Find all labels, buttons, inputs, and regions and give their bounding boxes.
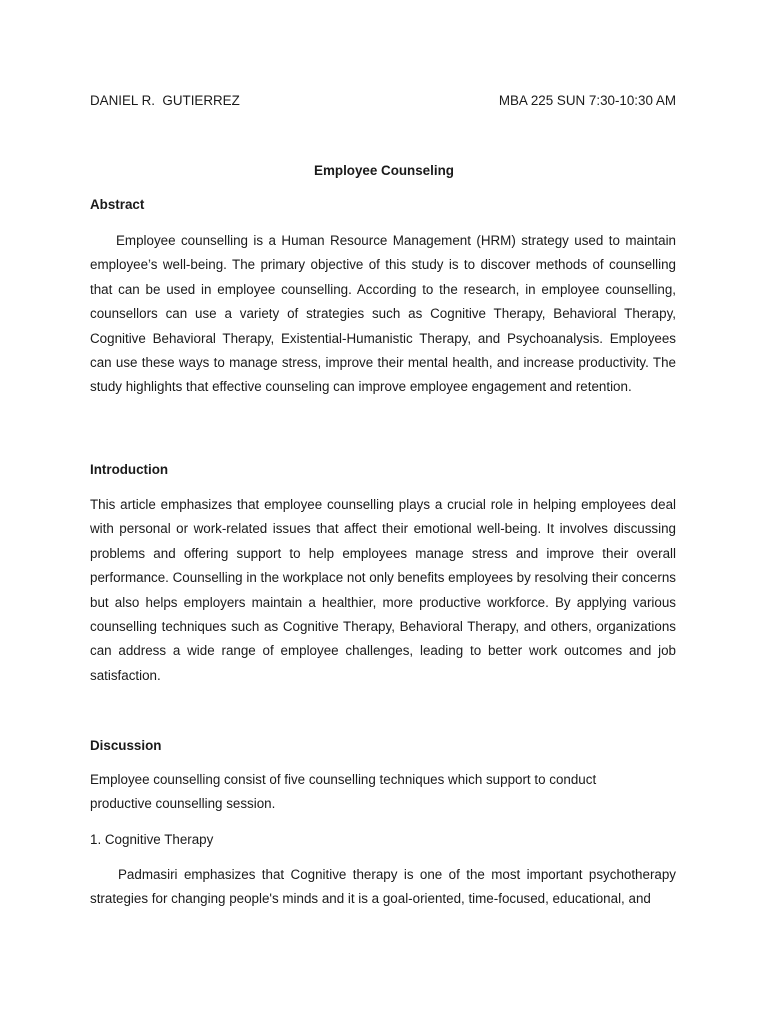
abstract-heading: Abstract bbox=[90, 197, 145, 212]
discussion-intro-line-1: Employee counselling consist of five counselling techniques which support to conduct bbox=[90, 772, 597, 787]
document-header bbox=[90, 92, 676, 110]
introduction-heading: Introduction bbox=[90, 462, 169, 477]
course-info: MBA 225 SUN 7:30-10:30 AM bbox=[498, 93, 676, 108]
document-title: Employee Counseling bbox=[314, 163, 454, 178]
author-name: DANIEL R. GUTIERREZ bbox=[90, 93, 240, 108]
discussion-intro-line-2: productive counselling session. bbox=[90, 796, 276, 812]
discussion-heading: Discussion bbox=[90, 738, 162, 753]
introduction-paragraph: This article emphasizes that employee counselling plays a crucial role in helping employees deal with personal or work-related issues that affect their emotional well-being. It involves discussing problems and offering support to help employees manage stress and improve their overall performance. Counselling in the workplace not only benefits employees by resolving their concerns but also helps employers maintain a healthier, more productive workforce. By applying various counselling techniques such as Cognitive Therapy, Behavioral Therapy, and others, organizations can address a wide range of employee challenges, leading to better work outcomes and job satisfaction. bbox=[90, 497, 676, 683]
cognitive-therapy-paragraph: Padmasiri emphasizes that Cognitive therapy is one of the most important psychotherapy strategies for changing people's minds and it is a goal-oriented, time-focused, educational, and bbox=[90, 867, 676, 907]
list-item-cognitive-therapy: 1. Cognitive Therapy bbox=[90, 832, 214, 847]
abstract-paragraph: Employee counselling is a Human Resource Management (HRM) strategy used to maintain employee’s well-being. The primary objective of this study is to discover methods of counselling that can be used in employee counselling. According to the research, in employee counselling, counsellors can use a variety of strategies such as Cognitive Therapy, Behavioral Therapy, Cognitive Behavioral Therapy, Existential-Humanistic Therapy, and Psychoanalysis. Employees can use these ways to manage stress, improve their mental health, and increase productivity. The study highlights that effective counseling can improve employee engagement and retention. bbox=[90, 233, 676, 395]
discussion-intro-paragraph bbox=[90, 768, 676, 817]
